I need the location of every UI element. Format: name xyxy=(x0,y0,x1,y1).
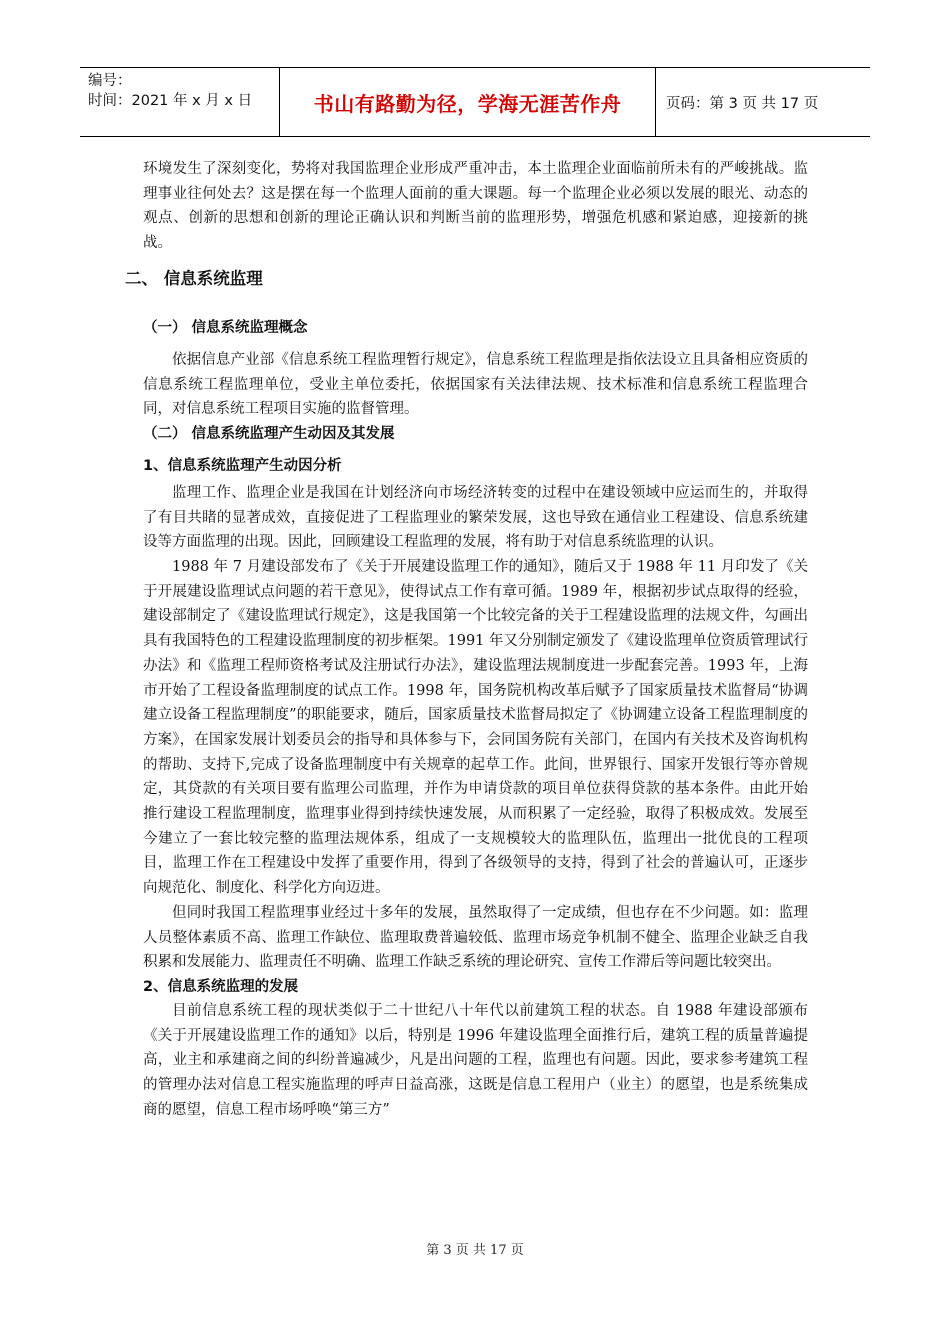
header-motto: 书山有路勤为径，学海无涯苦作舟 xyxy=(280,68,656,136)
document-number-label: 编号： xyxy=(88,73,132,89)
paragraph-concept: 依据信息产业部《信息系统工程监理暂行规定》，信息系统工程监理是指依法设立且具备相应资质的信息系统工程监理单位，受业主单位委托，依据国家有关法律法规、技术标准和信息系统工程监理合同，对信息系统工程项目实施的监督管理。 xyxy=(143,351,808,418)
document-date-label: 时间：2021 年 x 月 x 日 xyxy=(88,93,253,109)
page-header xyxy=(80,67,870,137)
paragraph-development: 目前信息系统工程的现状类似于二十世纪八十年代以前建筑工程的状态。自 1988 年建设部颁布《关于开展建设监理工作的通知》以后，特别是 1996 年建设监理全面推行后，建筑工程的质量普遍提高，业主和承建商之间的纠纷普遍减少，凡是出问题的工程，监理也有问题。因此，要求参考建筑工程的管理办法对信息工程实施监理的呼声日益高涨，这既是信息工程用户（业主）的愿望，也是系统集成商的愿望，信息工程市场呼唤“第三方” xyxy=(143,1002,808,1118)
paragraph-cause-3: 但同时我国工程监理事业经过十多年的发展，虽然取得了一定成绩，但也存在不少问题。如：监理人员整体素质不高、监理工作缺位、监理取费普遍较低、监理市场竞争机制不健全、监理企业缺乏自我积累和发展能力、监理责任不明确、监理工作缺乏系统的理论研究、宣传工作滞后等问题比较突出。 xyxy=(143,904,808,971)
header-info-cell xyxy=(80,68,280,136)
subsection-heading-concept: （一） 信息系统监理概念 xyxy=(143,319,308,336)
paragraph-cause-1: 监理工作、监理企业是我国在计划经济向市场经济转变的过程中在建设领域中应运而生的，并取得了有目共睹的显著成效，直接促进了工程监理业的繁荣发展，这也导致在通信业工程建设、信息系统建设等方面监理的出现。因此，回顾建设工程监理的发展，将有助于对信息系统监理的认识。 xyxy=(143,484,808,551)
paragraph-intro: 环境发生了深刻变化，势将对我国监理企业形成严重冲击，本土监理企业面临前所未有的严峻挑战。监理事业往何处去？这是摆在每一个监理人面前的重大课题。每一个监理企业必须以发展的眼光、动态的观点、创新的思想和创新的理论正确认识和判断当前的监理形势，增强危机感和紧迫感，迎接新的挑战。 xyxy=(143,161,808,252)
document-body xyxy=(125,157,809,1123)
header-page-number: 页码：第 3 页 共 17 页 xyxy=(666,95,819,112)
section-heading: 二、 信息系统监理 xyxy=(125,268,263,288)
heading-cause-analysis: 1、信息系统监理产生动因分析 xyxy=(143,457,342,474)
paragraph-cause-2: 1988 年 7 月建设部发布了《关于开展建设监理工作的通知》，随后又于 1988 年 11 月印发了《关于开展建设监理试点问题的若干意见》，使得试点工作有章可循。1989 年，根据初步试点取得的经验，建设部制定了《建设监理试行规定》，这是我国第一个比较完备的关于工程建设监理的法规文件，勾画出具有我国特色的工程建设监理制度的初步框架。1991 年又分别制定颁发了《建设监理单位资质管理试行办法》和《监理工程师资格考试及注册试行办法》，建设监理法规制度进一步配套完善。1993 年，上海市开始了工程设备监理制度的试点工作。1998 年，国务院机构改革后赋予了国家质量技术监督局“协调建立设备工程监理制度”的职能要求，随后，国家质量技术监督局拟定了《协调建立设备工程监理制度的方案》，在国家发展计划委员会的指导和具体参与下，会同国务院有关部门，在国内有关技术及咨询机构的帮助、支持下,完成了设备监理制度中有关规章的起草工作。此间，世界银行、国家开发银行等亦曾规定，其贷款的有关项目要有监理公司监理，并作为申请贷款的项目单位获得贷款的基本条件。由此开始推行建设工程监理制度，监理事业得到持续快速发展，从而积累了一定经验，取得了积极成效。发展至今建立了一套比较完整的监理法规体系，组成了一支规模较大的监理队伍，监理出一批优良的工程项目，监理工作在工程建设中发挥了重要作用，得到了各级领导的支持，得到了社会的普遍认可，正逐步向规范化、制度化、科学化方向迈进。 xyxy=(143,559,809,897)
page-footer: 第 3 页 共 17 页 xyxy=(426,1243,524,1258)
heading-development: 2、信息系统监理的发展 xyxy=(143,978,299,995)
subsection-heading-development: （二） 信息系统监理产生动因及其发展 xyxy=(143,425,395,442)
